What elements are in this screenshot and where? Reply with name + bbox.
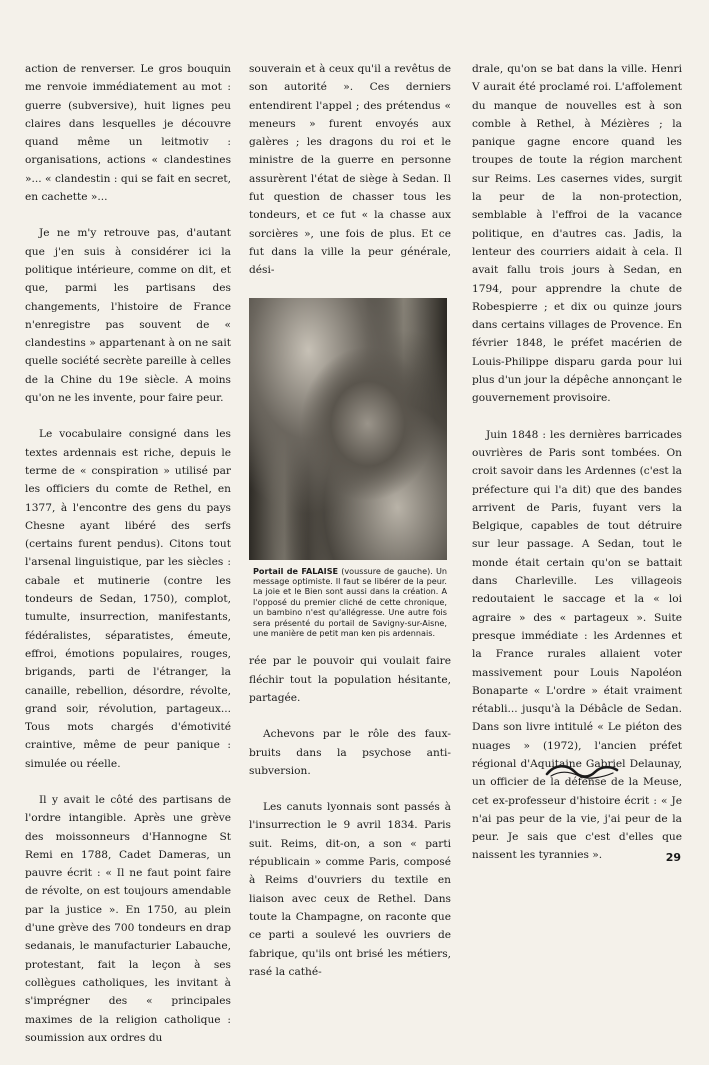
- column-1: [25, 60, 231, 1065]
- paragraph: Les canuts lyonnais sont passés à l'insurrection le 9 avril 1834. Paris suit. Reims, dit-on, a son « parti républicain » comme Paris, composé à Reims d'ouvriers du textile en liaison avec ceux de Rethel. Dans toute la Champagne, on raconte que ce parti a soulevé les ouvriers de fabrique, qu'ils ont brisé les métiers, rasé la cathé-: [249, 801, 451, 978]
- ornament-flourish-icon: [545, 760, 619, 782]
- paragraph: Achevons par le rôle des faux-bruits dans la psychose anti-subversion.: [249, 728, 451, 777]
- caption-title: Portail de FALAISE: [253, 565, 339, 576]
- paragraph: Il y avait le côté des partisans de l'ordre intangible. Après une grève des moissonneurs d'Hannogne St Remi en 1788, Cadet Dameras, un pauvre écrit : « Il ne faut point faire de révolte, on est toujours amendable par la justice ». En 1750, au plein d'une grève des 700 tondeurs en drap sedanais, le manufacturier Labauche, protestant, fait la leçon à ses collègues catholiques, les invitant à s'imprégner des « principales maximes de la religion catholique : soumission aux ordres du: [25, 793, 231, 1044]
- paragraph: action de renverser. Le gros bouquin me renvoie immédiatement au mot : guerre (subversive), huit lignes peu claires dans lesquelles je découvre quand même un leitmotiv : organisations, actions « clandestines »... « clandestin : qui se fait en secret, en cachette »...: [25, 63, 231, 204]
- paragraph: Juin 1848 : les dernières barricades ouvrières de Paris sont tombées. On croit savoir dans les Ardennes (c'est la préfecture qui l'a dit) que des bandes arrivent de Paris, fuyant vers la Belgique, capables de tout détruire sur leur passage. A Sedan, tout le monde était certain qu'on se battait dans Charleville. Les villageois redoutaient le saccage et la « loi agraire » des « partageux ». Suite presque immédiate : les Ardennes et la France rurales allaient voter massivement pour Louis Napoléon Bonaparte « L'ordre » était vraiment rétabli... jusqu'à la Débâcle de Sedan. Dans son livre intitulé « Le piéton des nuages » (1972), l'ancien préfet régional d'Aquitaine Gabriel Delaunay, un officier de la défense de la Meuse, cet ex-professeur d'histoire écrit : « Je n'ai pas peur de la vie, j'ai peur de la peur. Je sais que c'est d'elles que naissent les tyrannies ».: [472, 428, 682, 862]
- paragraph: drale, qu'on se bat dans la ville. Henri V aurait été proclamé roi. L'affolement du manque de nouvelles est à son comble à Rethel, à Mézières ; la panique gagne encore quand les troupes de toute la région marchent sur Reims. Les casernes vides, surgit la peur de la non-protection, semblable à l'effroi de la vacance politique, en d'autres cas. Jadis, la lenteur des courriers aidait à cela. Il avait fallu trois jours à Sedan, en 1794, pour apprendre la chute de Robespierre ; et dix ou quinze jours dans certains villages de Provence. En février 1848, le préfet macérien de Louis-Philippe disparu garda pour lui plus d'un jour la dépêche annonçant le gouvernement provisoire.: [472, 63, 682, 405]
- paragraph: Le vocabulaire consigné dans les textes ardennais est riche, depuis le terme de « conspiration » utilisé par les officiers du comte de Rethel, en 1377, à l'encontre des gens du pays Chesne ayant libéré des serfs (certains furent pendus). Citons tout l'arsenal linguistique, par les siècles : cabale et mutinerie (contre les tondeurs de Sedan, 1750), complot, tumulte, insurrection, manifestants, fédéralistes, séparatistes, émeute, effroi, émotions populaires, rouges, brigands, parti de l'étranger, la canaille, rebellion, désordre, révolte, grand soir, révolution, partageux... Tous mots chargés d'émotivité craintive, même de peur panique : simulée ou réelle.: [25, 428, 231, 770]
- paragraph: rée par le pouvoir qui voulait faire fléchir tout la population hésitante, partagée.: [249, 655, 451, 704]
- paragraph: souverain et à ceux qu'il a revêtus de son autorité ». Ces derniers entendirent l'appel ; des prétendus « meneurs » furent envoyés aux galères ; les dragons du roi et le ministre de la guerre en personne assurèrent l'état de siège à Sedan. Il fut question de chasser tous les tondeurs, et ce fut « la chasse aux sorcières », une fois de plus. Et ce fut dans la ville la peur générale, dési-: [249, 63, 451, 277]
- paragraph: Je ne m'y retrouve pas, d'autant que j'en suis à considérer ici la politique intérieure, comme on dit, et que, parmi les partisans des changements, l'histoire de France n'enregistre pas souvent de « clandestins » appartenant à on ne sait quelle société secrète pareille à celles de la Chine du 19e siècle. A moins qu'on ne les invente, pour faire peur.: [25, 227, 231, 405]
- column-2: [249, 60, 451, 999]
- portal-photograph: [249, 298, 447, 560]
- photo-caption: [249, 566, 451, 639]
- caption-text: (voussure de gauche). Un message optimiste. Il faut se libérer de la peur. La joie et le Bien sont aussi dans la création. A l'opposé du premier cliché de cette chronique, un bambino n'est qu'allégresse. Une autre fois sera présenté du portail de Savigny-sur-Aisne, une manière de petit man ken pis ardennais.: [253, 565, 448, 638]
- page-number: 29: [665, 851, 681, 864]
